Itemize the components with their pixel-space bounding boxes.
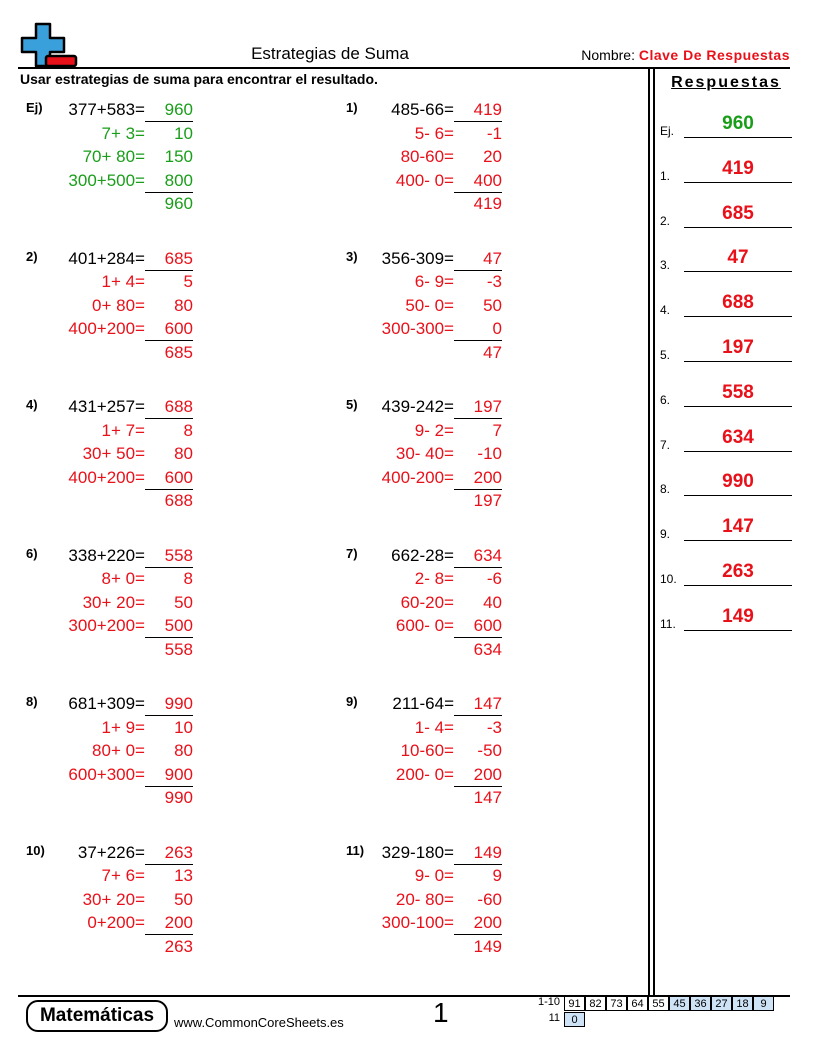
answer-column-divider-inner xyxy=(653,68,655,996)
answer-key-line xyxy=(684,271,792,272)
problem-step-row xyxy=(26,866,193,889)
problem-answer: 147 xyxy=(473,694,502,713)
problem-total: 419 xyxy=(473,194,502,213)
problem-step-row xyxy=(26,421,193,444)
problem-total: 688 xyxy=(164,491,193,510)
answer-underline xyxy=(454,715,502,716)
problem-step-value: 8 xyxy=(183,420,193,440)
answer-key-value: 558 xyxy=(722,381,754,403)
sum-underline xyxy=(145,786,193,787)
problem-step-value: 400 xyxy=(473,170,502,190)
problem-answer: 688 xyxy=(164,397,193,416)
problem xyxy=(26,100,193,225)
problem-step-row xyxy=(26,890,193,913)
problem-step-expression: 400+200= xyxy=(68,319,145,338)
answer-key-value: 685 xyxy=(722,202,754,224)
problem-number: 3) xyxy=(346,248,358,264)
problem-step-row xyxy=(26,171,193,194)
problem-step-row xyxy=(26,124,193,147)
problem-question: 338+220= xyxy=(68,545,145,565)
name-value: Clave De Respuestas xyxy=(638,47,790,63)
problem-question-row xyxy=(26,546,193,569)
problem-step-value: 600 xyxy=(164,467,193,487)
score-cell: 9 xyxy=(753,996,774,1011)
problem-step-row xyxy=(346,272,502,295)
answer-key-value: 960 xyxy=(722,113,754,134)
problem-total: 960 xyxy=(164,194,193,213)
problem-total: 990 xyxy=(164,788,193,807)
answer-underline xyxy=(145,864,193,865)
answer-key-row xyxy=(660,560,792,586)
problem-step-expression: 0+ 80= xyxy=(92,295,145,315)
problem-answer: 960 xyxy=(164,100,193,119)
problem-step-row xyxy=(26,296,193,319)
problem-step-row xyxy=(26,593,193,616)
problem-step-expression: 200- 0= xyxy=(395,764,454,784)
problem-step-expression: 9- 0= xyxy=(414,866,454,885)
answer-key-row xyxy=(660,112,792,138)
answer-key-value: 688 xyxy=(722,292,754,314)
problem-step-expression: 70+ 80= xyxy=(82,147,145,166)
problem-total-row xyxy=(26,937,193,960)
name-field xyxy=(581,47,790,63)
answer-key-value: 263 xyxy=(722,561,754,582)
sum-underline xyxy=(454,934,502,935)
problem xyxy=(26,843,193,968)
problem-answer: 263 xyxy=(164,842,193,862)
answer-key-title: Respuestas xyxy=(671,74,781,91)
problem-number: 8) xyxy=(26,694,38,709)
problem-step-row xyxy=(346,124,502,147)
problem-total-row xyxy=(346,640,502,663)
problem-step-value: 5 xyxy=(183,272,193,291)
instructions: Usar estrategias de suma para encontrar el resultado. xyxy=(20,71,378,87)
answer-key-line xyxy=(684,316,792,317)
problem-step-value: -3 xyxy=(486,272,502,291)
problem-step-value: -50 xyxy=(477,741,502,760)
problem-step-expression: 7+ 3= xyxy=(101,123,145,143)
sum-underline xyxy=(145,637,193,638)
answer-key-value: 149 xyxy=(722,605,754,627)
problem-number: 2) xyxy=(26,248,38,264)
name-label: Nombre: xyxy=(581,47,635,63)
problem-number: 5) xyxy=(346,397,358,412)
problem-total: 149 xyxy=(473,936,502,956)
problem-step-value: 50 xyxy=(483,295,502,315)
problem-total: 47 xyxy=(483,342,502,362)
problem-step-expression: 400- 0= xyxy=(395,170,454,190)
problem-step-row xyxy=(346,890,502,913)
problem-step-row xyxy=(346,866,502,889)
problem-number: 7) xyxy=(346,545,358,561)
problem-number: 10) xyxy=(26,842,45,858)
problem-step-expression: 1+ 9= xyxy=(101,717,145,737)
answer-key-row xyxy=(660,381,792,407)
answer-underline xyxy=(454,121,502,122)
problem-answer: 419 xyxy=(473,100,502,119)
problem-question: 377+583= xyxy=(68,100,145,119)
problem-step-value: 10 xyxy=(174,123,193,143)
problem-step-expression: 7+ 6= xyxy=(101,866,145,885)
problem-step-value: 800 xyxy=(164,170,193,190)
answer-key-line xyxy=(684,406,792,407)
problem-step-row xyxy=(346,421,502,444)
problem-total-row xyxy=(26,640,193,663)
problem-question-row xyxy=(26,100,193,123)
problem-question-row xyxy=(346,100,502,123)
sum-underline xyxy=(454,340,502,341)
sum-underline xyxy=(454,786,502,787)
header-divider xyxy=(18,67,790,69)
problem-step-value: -60 xyxy=(477,889,502,909)
answer-key-row xyxy=(660,426,792,452)
problem-number: 4) xyxy=(26,397,38,412)
problem-step-expression: 6- 9= xyxy=(414,272,454,291)
problem-question: 681+309= xyxy=(68,694,145,713)
problem xyxy=(346,100,502,225)
problem-total-row xyxy=(26,788,193,811)
footer-url: www.CommonCoreSheets.es xyxy=(174,1015,344,1030)
problem-step-expression: 30+ 20= xyxy=(82,592,145,612)
sum-underline xyxy=(145,489,193,490)
problem-step-value: 600 xyxy=(164,319,193,338)
problem-number: 11) xyxy=(346,842,365,858)
score-cell: 55 xyxy=(648,996,669,1011)
problem-question: 439-242= xyxy=(381,397,454,416)
sum-underline xyxy=(454,192,502,193)
answer-key-value: 147 xyxy=(722,516,754,538)
problem-step-expression: 10-60= xyxy=(400,741,454,760)
problem-step-row xyxy=(26,616,193,639)
problem-step-row xyxy=(346,741,502,764)
problem-step-expression: 30- 40= xyxy=(395,444,454,463)
problem-total: 147 xyxy=(473,788,502,807)
sum-underline xyxy=(145,934,193,935)
answer-key-number: 1. xyxy=(660,168,671,183)
problem-step-expression: 30+ 20= xyxy=(82,889,145,909)
problem-answer: 149 xyxy=(473,842,502,862)
answer-column-divider xyxy=(648,68,650,996)
problem-number: Ej) xyxy=(26,100,43,115)
answer-underline xyxy=(145,121,193,122)
problem-step-expression: 80+ 0= xyxy=(92,741,145,760)
answer-key-row xyxy=(660,336,792,362)
problem-step-expression: 80-60= xyxy=(400,147,454,166)
problem-total-row xyxy=(26,343,193,366)
answer-key-number: 10. xyxy=(660,572,677,586)
answer-key-number: 5. xyxy=(660,348,671,362)
problem-step-expression: 600+300= xyxy=(68,764,145,784)
answer-key-line xyxy=(684,182,792,183)
problem-question: 211-64= xyxy=(392,694,454,713)
problem-step-expression: 0+200= xyxy=(87,913,145,932)
problem-step-row xyxy=(346,171,502,194)
problem-total-row xyxy=(346,491,502,514)
problem-step-expression: 8+ 0= xyxy=(101,569,145,588)
problem-question: 662-28= xyxy=(391,545,454,565)
problem-question-row xyxy=(26,397,193,420)
answer-key-value: 634 xyxy=(722,426,754,448)
problem-answer: 634 xyxy=(473,545,502,565)
answer-key-line xyxy=(684,361,792,362)
problem-total: 558 xyxy=(164,639,193,659)
problem-step-value: 10 xyxy=(174,717,193,737)
answer-key-number: 3. xyxy=(660,258,671,273)
problem-step-row xyxy=(26,468,193,491)
score-cell: 36 xyxy=(690,996,711,1011)
problem-step-row xyxy=(346,616,502,639)
page-number: 1 xyxy=(433,997,449,1028)
answer-key-row xyxy=(660,246,792,272)
problem-step-expression: 5- 6= xyxy=(414,123,454,143)
problem-step-value: -1 xyxy=(486,123,502,143)
problem-answer: 197 xyxy=(473,397,502,416)
problem-step-value: 200 xyxy=(164,913,193,932)
problem-step-value: 9 xyxy=(492,866,502,885)
answer-underline xyxy=(454,270,502,271)
answer-key-value: 47 xyxy=(727,247,749,269)
problem-step-row xyxy=(26,319,193,342)
problem-step-row xyxy=(26,741,193,764)
sum-underline xyxy=(454,489,502,490)
answer-key-line xyxy=(684,227,792,228)
problem-step-row xyxy=(26,147,193,170)
problem-step-row xyxy=(346,319,502,342)
sum-underline xyxy=(454,637,502,638)
score-row-label: 1-10 xyxy=(537,996,560,1008)
answer-key-row xyxy=(660,202,792,228)
problem-step-value: 8 xyxy=(183,569,193,588)
page-title: Estrategias de Suma xyxy=(251,44,409,63)
answer-key-value: 419 xyxy=(722,157,754,179)
problem xyxy=(26,249,193,374)
problem-question: 37+226= xyxy=(77,842,145,862)
score-cell: 18 xyxy=(732,996,753,1011)
answer-underline xyxy=(454,567,502,568)
score-cell: 91 xyxy=(564,996,585,1011)
problem-step-row xyxy=(26,569,193,592)
problem-step-value: 200 xyxy=(473,764,502,784)
problem-question-row xyxy=(346,843,502,866)
problem-total-row xyxy=(346,343,502,366)
problem xyxy=(346,843,502,968)
answer-key-number: 4. xyxy=(660,303,671,318)
problem xyxy=(346,249,502,374)
answer-key-line xyxy=(684,630,792,631)
problem-total-row xyxy=(26,491,193,514)
answer-key-row xyxy=(660,157,792,183)
problem-answer: 685 xyxy=(164,248,193,268)
problem-step-expression: 600- 0= xyxy=(395,616,454,635)
problem-step-row xyxy=(346,296,502,319)
sum-underline xyxy=(145,340,193,341)
problem-total-row xyxy=(346,937,502,960)
problem-step-value: 900 xyxy=(164,764,193,784)
problem-step-value: 80 xyxy=(174,295,193,315)
problem-step-expression: 300-300= xyxy=(381,319,454,338)
problem-step-expression: 1- 4= xyxy=(414,717,454,737)
answer-key-number: 2. xyxy=(660,213,671,228)
problem-step-expression: 20- 80= xyxy=(395,889,454,909)
problem-answer: 47 xyxy=(483,248,502,268)
answer-underline xyxy=(145,567,193,568)
problem-step-expression: 2- 8= xyxy=(414,569,454,588)
problem-step-row xyxy=(26,765,193,788)
problem-step-value: 600 xyxy=(473,616,502,635)
problem-step-value: 500 xyxy=(164,616,193,635)
problem-total: 263 xyxy=(164,936,193,956)
problem-step-row xyxy=(26,718,193,741)
problem-question-row xyxy=(26,843,193,866)
answer-key-value: 197 xyxy=(722,337,754,358)
problem-step-expression: 300-100= xyxy=(381,913,454,932)
problem-step-value: 50 xyxy=(174,889,193,909)
problem-question: 401+284= xyxy=(68,248,145,268)
problem xyxy=(346,397,502,522)
problem-step-expression: 50- 0= xyxy=(405,295,454,315)
sum-underline xyxy=(145,192,193,193)
score-row-label: 11 xyxy=(548,1012,560,1024)
problem xyxy=(26,397,193,522)
problem-step-row xyxy=(346,468,502,491)
problem-question: 431+257= xyxy=(68,397,145,416)
problem-step-row xyxy=(346,444,502,467)
answer-key-line xyxy=(684,451,792,452)
problem-total: 197 xyxy=(473,491,502,510)
problem-step-value: 20 xyxy=(483,147,502,166)
problem-step-expression: 30+ 50= xyxy=(82,444,145,463)
problem-question-row xyxy=(346,546,502,569)
problem-total-row xyxy=(346,788,502,811)
problem-step-value: 80 xyxy=(174,444,193,463)
answer-key-number: 6. xyxy=(660,392,671,407)
problem-step-expression: 300+500= xyxy=(68,170,145,190)
score-cell: 0 xyxy=(564,1012,585,1027)
problem-answer: 990 xyxy=(164,694,193,713)
problem-step-row xyxy=(26,272,193,295)
problem-answer: 558 xyxy=(164,545,193,565)
problem-question-row xyxy=(346,694,502,717)
answer-key-line xyxy=(684,540,792,541)
answer-key-line xyxy=(684,137,792,138)
problem-step-expression: 60-20= xyxy=(400,592,454,612)
answer-key-number: 11. xyxy=(660,616,676,631)
answer-key-row xyxy=(660,470,792,496)
problem-step-value: 200 xyxy=(473,467,502,487)
problem-step-value: 50 xyxy=(174,592,193,612)
problem-step-value: 80 xyxy=(174,741,193,760)
problem-question-row xyxy=(26,694,193,717)
problem xyxy=(346,546,502,671)
problem-step-expression: 300+200= xyxy=(68,616,145,635)
problem-question-row xyxy=(346,249,502,272)
problem-step-row xyxy=(346,569,502,592)
answer-key-number: 9. xyxy=(660,527,671,542)
problem-number: 1) xyxy=(346,100,358,115)
problem-step-row xyxy=(26,913,193,936)
brand-logo: Matemáticas xyxy=(26,1000,168,1032)
problem-step-expression: 400+200= xyxy=(68,467,145,487)
problem-step-expression: 1+ 7= xyxy=(101,420,145,440)
problem-step-value: 7 xyxy=(492,420,502,440)
score-cell: 64 xyxy=(627,996,648,1011)
problem-step-expression: 400-200= xyxy=(381,467,454,487)
problem-step-row xyxy=(346,593,502,616)
problem-total-row xyxy=(346,194,502,217)
problem-step-row xyxy=(346,765,502,788)
score-cell: 27 xyxy=(711,996,732,1011)
answer-underline xyxy=(145,715,193,716)
answer-key-value: 990 xyxy=(722,471,754,493)
answer-key-line xyxy=(684,495,792,496)
answer-key-number: Ej. xyxy=(660,124,675,138)
problem-question-row xyxy=(346,397,502,420)
problem-number: 6) xyxy=(26,545,38,561)
answer-key-line xyxy=(684,585,792,586)
problem-question: 329-180= xyxy=(381,842,454,862)
problem-step-value: 150 xyxy=(164,147,193,166)
problem-question: 485-66= xyxy=(391,100,454,119)
problem-step-value: 13 xyxy=(174,866,193,885)
problem-step-row xyxy=(346,913,502,936)
problem-step-row xyxy=(26,444,193,467)
problem-step-expression: 9- 2= xyxy=(414,420,454,440)
problem-step-value: -10 xyxy=(477,444,502,463)
problem-step-row xyxy=(346,147,502,170)
answer-key-row xyxy=(660,605,792,631)
problem-step-row xyxy=(346,718,502,741)
score-cell: 73 xyxy=(606,996,627,1011)
problem-step-value: -3 xyxy=(486,717,502,737)
problem-total: 685 xyxy=(164,342,193,362)
problem-step-value: 40 xyxy=(483,592,502,612)
problem-step-value: 0 xyxy=(492,319,502,338)
answer-key-row xyxy=(660,515,792,541)
problem-question: 356-309= xyxy=(381,248,454,268)
answer-underline xyxy=(454,418,502,419)
answer-underline xyxy=(454,864,502,865)
answer-underline xyxy=(145,418,193,419)
score-cell: 82 xyxy=(585,996,606,1011)
problem-question-row xyxy=(26,249,193,272)
problem-step-expression: 1+ 4= xyxy=(101,272,145,291)
answer-key-row xyxy=(660,291,792,317)
problem xyxy=(346,694,502,819)
answer-key-number: 7. xyxy=(660,437,671,452)
answer-key-number: 8. xyxy=(660,482,671,497)
score-cell: 45 xyxy=(669,996,690,1011)
problem-step-value: 200 xyxy=(473,913,502,932)
answer-underline xyxy=(145,270,193,271)
problem-number: 9) xyxy=(346,694,358,709)
problem-step-value: -6 xyxy=(486,569,502,588)
problem-total: 634 xyxy=(473,639,502,659)
problem xyxy=(26,694,193,819)
problem-total-row xyxy=(26,194,193,217)
problem xyxy=(26,546,193,671)
